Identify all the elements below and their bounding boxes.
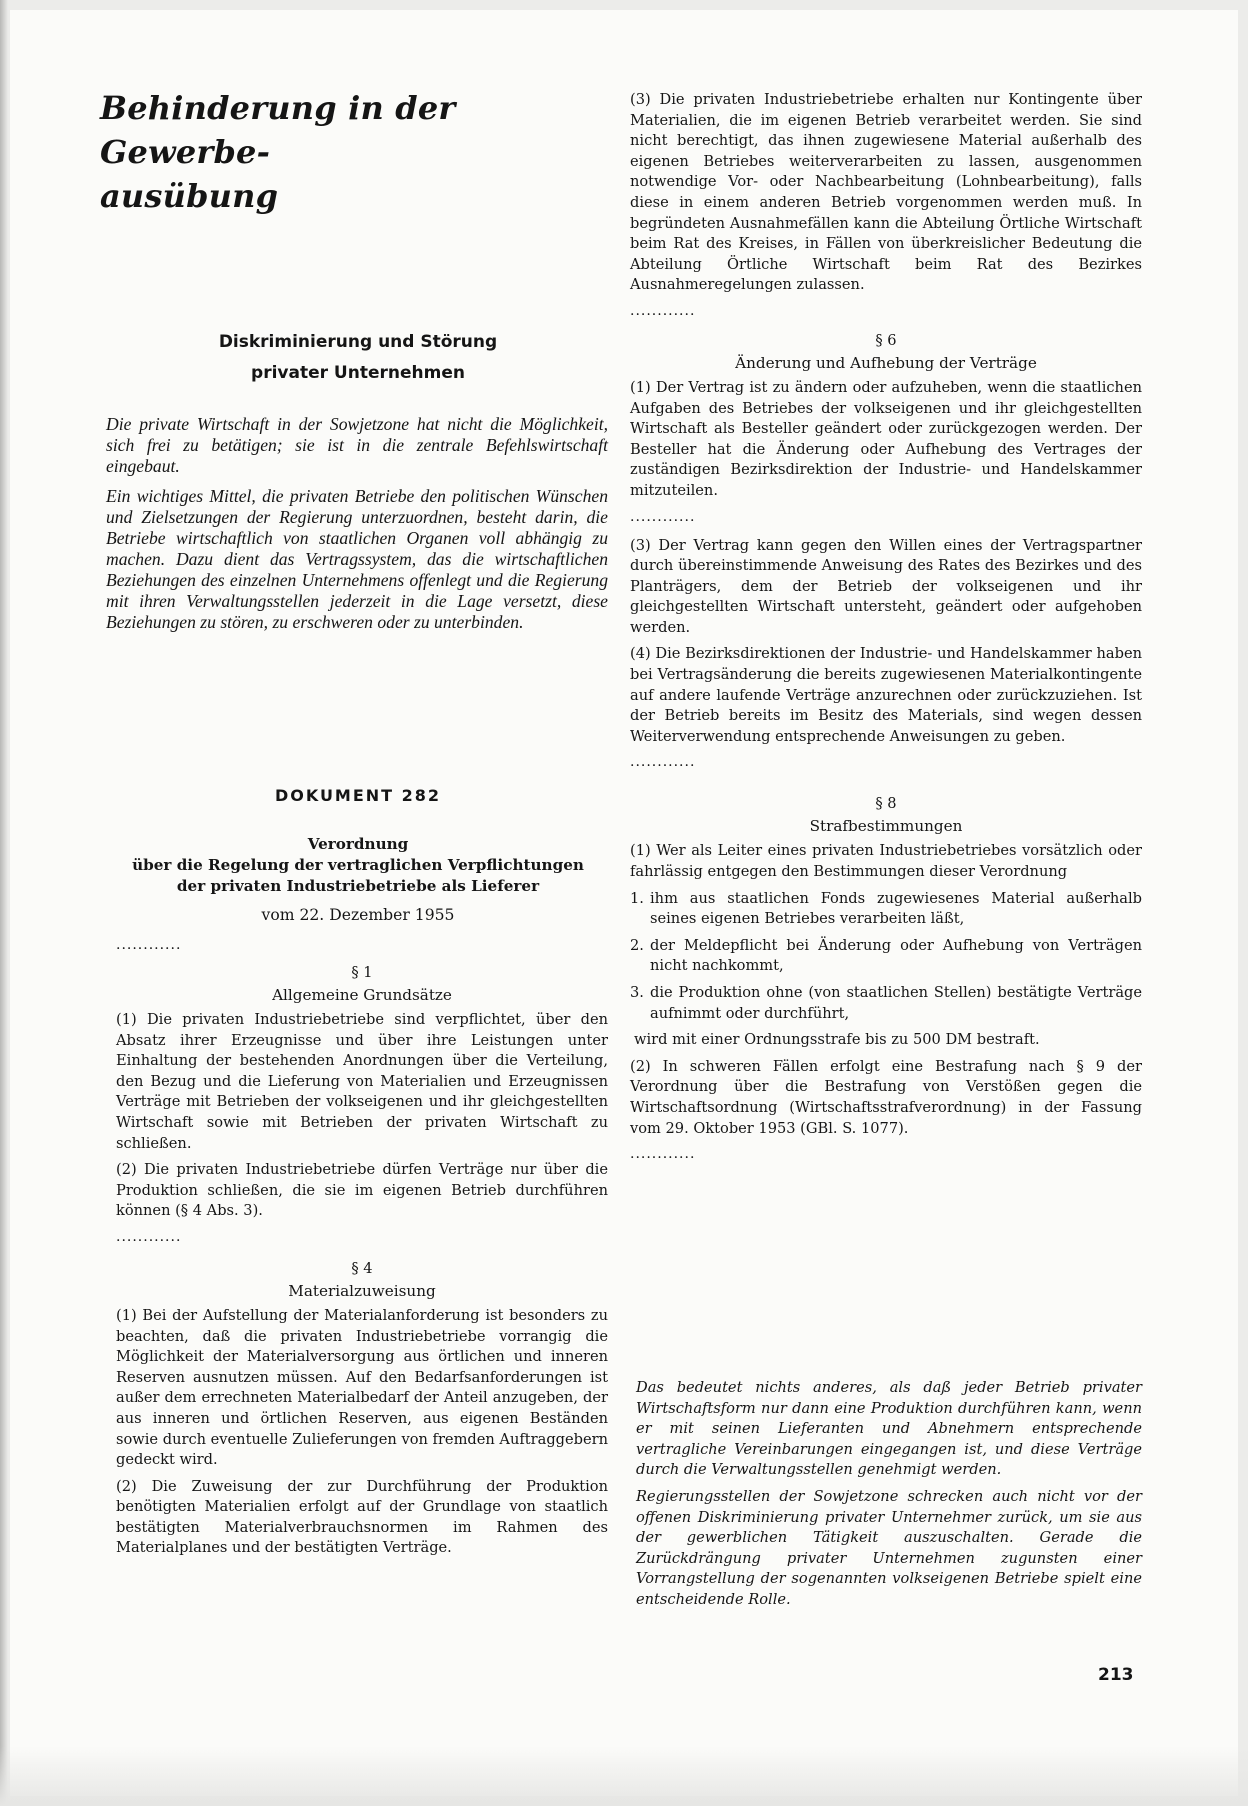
left-column-body — [116, 936, 608, 1565]
section-8-intro: (1) Wer als Leiter eines privaten Industriebetriebes vorsätzlich oder fahrlässig entgegen den Bestimmungen dieser Verordnung — [630, 842, 1142, 881]
ordinance-title-line: über die Regelung der vertraglichen Verpflichtungen — [132, 856, 584, 874]
section-1-title: Allgemeine Grundsätze — [272, 986, 452, 1004]
page-title-line-1: Behinderung in der Gewerbe- — [100, 89, 456, 171]
intro-paragraph: Die private Wirtschaft in der Sowjetzone hat nicht die Möglichkeit, sich frei zu betätigen; sie ist in die zentrale Befehlswirtschaft eingebaut. — [106, 414, 608, 476]
section-1-number: § 1 — [351, 964, 373, 981]
section-6-paragraph: (1) Der Vertrag ist zu ändern oder aufzuheben, wenn die staatlichen Aufgaben des Betriebes der volkseigenen und ihr gleichgestellten Wirtschaft als Besteller geändert oder zurückgezogen werden. Der Besteller hat die Änderung oder Aufhebung des Vertrages der zuständigen Bezirksdirektion der Industrie- und Handelskammer mitzuteilen. — [630, 378, 1142, 499]
section-8-title: Strafbestimmungen — [809, 817, 963, 836]
document-number: DOKUMENT 282 — [274, 786, 442, 805]
section-4-paragraph: (2) Die Zuweisung der zur Durchführung der Produktion benötigten Materialien erfolgt auf der Grundlage von staatlich bestätigten Materialverbrauchsnormen im Rahmen des Materialplanes und der bestätigten Verträge. — [116, 1477, 608, 1557]
list-item-number: 2. — [630, 936, 644, 954]
section-6-number: § 6 — [875, 331, 897, 349]
right-column-body — [630, 90, 1142, 1163]
list-item — [630, 983, 1142, 1024]
section-6-paragraph: (4) Die Bezirksdirektionen der Industrie- und Handelskammer haben bei Vertragsänderung die bereits zugewiesenen Materialkontingente auf andere laufende Verträge anzurechnen oder zurückzuziehen. Ist der Betrieb bereits im Besitz des Materials, sind wegen dessen Weiterverwendung entsprechende Anweisungen zu geben. — [630, 645, 1142, 745]
section-6-title: Änderung und Aufhebung der Verträge — [735, 353, 1037, 372]
list-item — [630, 889, 1142, 930]
section-heading-line-1: Diskriminierung und Störung — [218, 332, 498, 352]
intro-paragraph: Ein wichtiges Mittel, die privaten Betriebe den politischen Wünschen und Zielsetzungen der Regierung unterzuordnen, besteht darin, die Betriebe wirtschaftlich von staatlichen Organen voll abhängig zu machen. Dazu dient das Vertragssystem, das die wirtschaftlichen Beziehungen des einzelnen Unternehmens offenlegt und die Regierung mit ihren Verwaltungsstellen jederzeit in die Lage versetzt, diese Beziehungen zu stören, zu erschweren oder zu unterbinden. — [106, 486, 608, 632]
ordinance-title — [108, 834, 608, 897]
section-4-paragraph: (1) Bei der Aufstellung der Materialanforderung ist besonders zu beachten, daß die privaten Industriebetriebe vorrangig die Möglichkeit der Materialversorgung aus örtlichen und inneren Reserven ausnutzen müssen. Auf den Bedarfsanforderungen ist außer dem errechneten Materialbedarf der Anteil anzugeben, der aus inneren und örtlichen Reserven, aus eigenen Beständen sowie durch eventuelle Zulieferungen von fremden Auftraggebern gedeckt wird. — [116, 1306, 608, 1469]
section-1-paragraph: (2) Die privaten Industriebetriebe dürfen Verträge nur über die Produktion schließen, die sie im eigenen Betrieb durchführen können (§ 4 Abs. 3). — [116, 1161, 608, 1220]
section-6-paragraph: (3) Der Vertrag kann gegen den Willen eines der Vertragspartner durch übereinstimmende Anweisung des Rates des Bezirkes und des Planträgers, dem der Betrieb der volkseigenen und ihr gleichgestellten Wirtschaft untersteht, geändert oder aufgehoben werden. — [630, 536, 1142, 636]
ellipsis: ............ — [116, 937, 182, 953]
ellipsis: ............ — [116, 1228, 182, 1245]
section-4-title: Materialzuweisung — [288, 1281, 436, 1300]
section-heading — [108, 327, 608, 389]
ellipsis: ............ — [630, 754, 696, 771]
section-4-number: § 4 — [351, 1259, 373, 1277]
commentary-paragraph: Das bedeutet nichts anderes, als daß jeder Betrieb privater Wirtschaftsform nur dann eine Produktion durchführen kann, wenn er mit seinen Lieferanten und Abnehmern entsprechende vertragliche Vereinbarungen eingegangen ist, und diese Verträge durch die Verwaltungsstellen genehmigt werden. — [636, 1379, 1142, 1479]
commentary-paragraph: Regierungsstellen der Sowjetzone schrecken auch nicht vor der offenen Diskriminierung privater Unternehmer zurück, um sie aus der gewerblichen Tätigkeit auszuschalten. Gerade die Zurückdrängung privater Unternehmen zugunsten einer Vorrangstellung der sogenannten volkseigenen Betriebe spielt eine entscheidende Rolle. — [636, 1487, 1142, 1608]
commentary — [636, 1378, 1142, 1617]
section-8-number: § 8 — [875, 795, 897, 813]
list-item-number: 1. — [630, 889, 644, 907]
section-8-penalty: wird mit einer Ordnungsstrafe bis zu 500 DM bestraft. — [634, 1031, 1040, 1049]
ellipsis: ............ — [630, 1146, 696, 1163]
intro-text — [106, 414, 608, 642]
list-item-text: die Produktion ohne (von staatlichen Stellen) bestätigte Verträge aufnimmt oder durchführt, — [650, 984, 1142, 1022]
list-item — [630, 936, 1142, 977]
ellipsis: ............ — [630, 302, 696, 319]
section-1-paragraph: (1) Die privaten Industriebetriebe sind verpflichtet, über den Absatz ihrer Erzeugnisse und über ihre Leistungen unter Einhaltung der bestehenden Anordnungen über die Verteilung, den Bezug und die Lieferung von Materialien und Erzeugnissen Verträge mit Betrieben der volkseigenen und ihr gleichgestellten Wirtschaft sowie mit Betrieben der privaten Wirtschaft zu schließen. — [116, 1011, 608, 1152]
section-4-paragraph-3: (3) Die privaten Industriebetriebe erhalten nur Kontingente über Materialien, die im eigenen Betrieb verarbeitet werden. Sie sind nicht berechtigt, das ihnen zugewiesene Material außerhalb des eigenen Betriebes weiterverarbeiten zu lassen, ausgenommen notwendige Vor- oder Nachbearbeitung (Lohnbearbeitung), falls diese in einem anderen Betrieb vorgenommen werden muß. In begründeten Ausnahmefällen kann die Abteilung Örtliche Wirtschaft beim Rat des Kreises, in Fällen von überkreislicher Bedeutung die Abteilung Örtliche Wirtschaft beim Rat des Bezirkes Ausnahmeregelungen zulassen. — [630, 91, 1142, 294]
list-item-text: ihm aus staatlichen Fonds zugewiesenes Material außerhalb seines eigenen Betriebes verarbeiten läßt, — [650, 889, 1142, 928]
ordinance-date: vom 22. Dezember 1955 — [261, 906, 455, 924]
section-8-paragraph-2: (2) In schweren Fällen erfolgt eine Bestrafung nach § 9 der Verordnung über die Bestrafung von Verstößen gegen die Wirtschaftsordnung (Wirtschaftsstrafverordnung) in der Fassung vom 29. Oktober 1953 (GBl. S. 1077). — [630, 1057, 1142, 1137]
list-item-text: der Meldepflicht bei Änderung oder Aufhebung von Verträgen nicht nachkommt, — [650, 936, 1142, 975]
ordinance-title-line: der privaten Industriebetriebe als Lieferer — [176, 877, 540, 895]
page-title-line-2: ausübung — [100, 177, 279, 215]
page-number: 213 — [1098, 1665, 1134, 1685]
ellipsis: ............ — [630, 508, 696, 525]
page-title — [100, 86, 600, 218]
section-heading-line-2: privater Unternehmen — [251, 363, 465, 383]
list-item-number: 3. — [630, 984, 644, 1001]
ordinance-title-line: Verordnung — [307, 835, 409, 853]
